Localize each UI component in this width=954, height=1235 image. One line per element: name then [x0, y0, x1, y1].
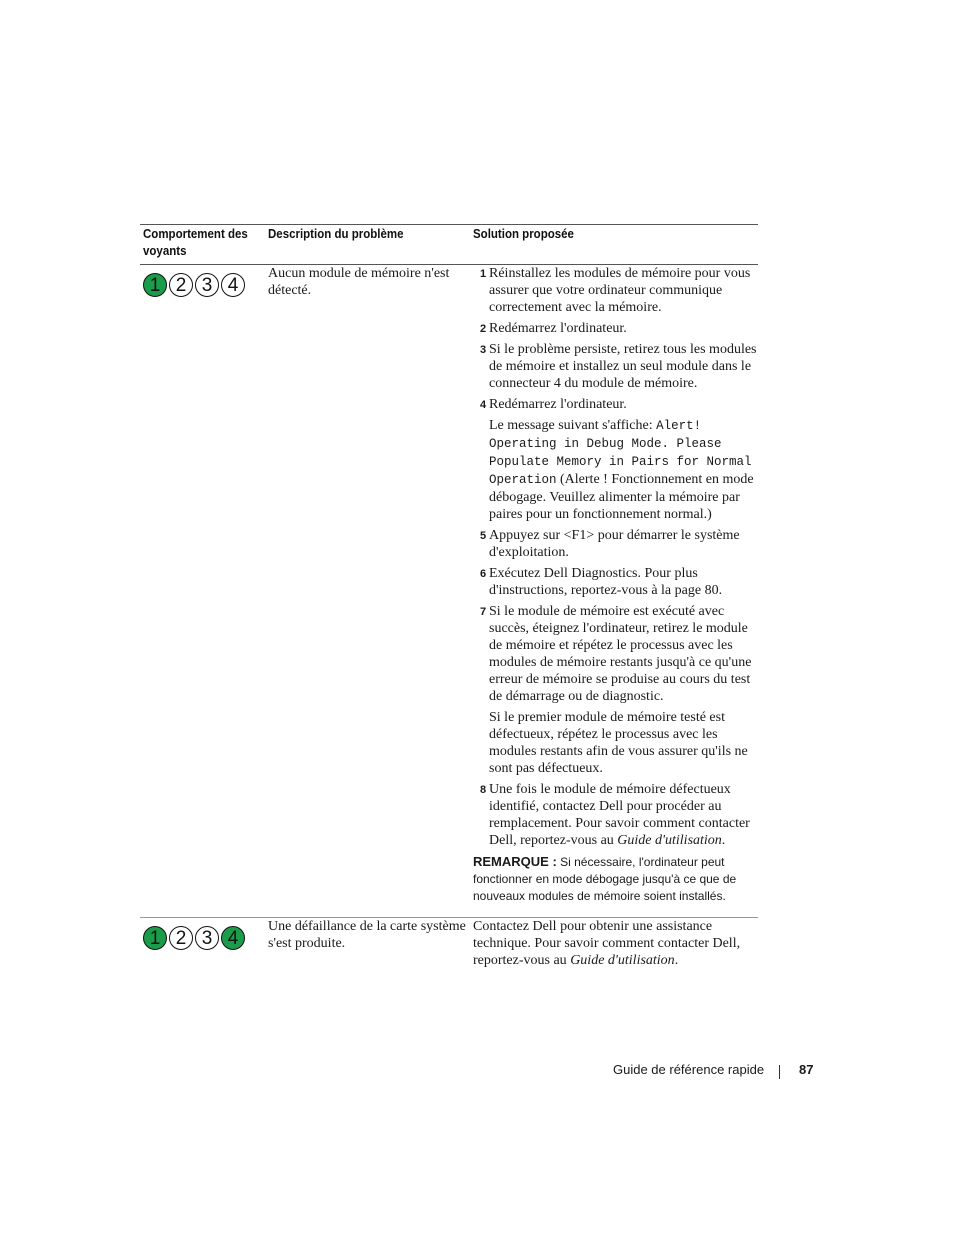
step-number: 5	[480, 530, 487, 542]
step-number: 8	[480, 784, 487, 796]
solution-body: Contactez Dell pour obtenir une assistance technique. Pour savoir comment contacter Dell, reportez-vous au	[473, 919, 741, 968]
step-number: 2	[480, 323, 487, 335]
header-led-behavior: Comportement des voyants	[143, 227, 248, 258]
table-row	[140, 918, 758, 988]
step-text: Si le problème persiste, retirez tous les modules de mémoire et installez un seul module dans le connecteur 4 du module de mémoire.	[489, 342, 757, 391]
table-row	[140, 265, 758, 918]
solution-step	[473, 265, 758, 316]
header-proposed-solution: Solution proposée	[473, 227, 574, 241]
solution-tail: .	[674, 953, 679, 968]
step-text: Réinstallez les modules de mémoire pour vous assurer que votre ordinateur communique correctement avec la mémoire.	[489, 266, 751, 315]
guide-reference: Guide d'utilisation	[570, 953, 675, 968]
step-text: Appuyez sur <F1> pour démarrer le système d'exploitation.	[489, 528, 740, 560]
led-4-icon: 4	[221, 926, 245, 950]
step-number: 7	[480, 606, 487, 618]
solution-step	[473, 781, 758, 849]
solution-text	[473, 918, 758, 969]
step-text: Redémarrez l'ordinateur.	[489, 397, 627, 412]
message-code: Alert! Operating in Debug Mode. Please Populate Memory in Pairs for Normal Operation	[489, 419, 752, 487]
note-label: REMARQUE :	[473, 854, 557, 869]
step-number: 3	[480, 344, 487, 356]
solution-step	[473, 320, 758, 337]
step-tail: .	[721, 833, 726, 848]
footer-title: Guide de référence rapide	[613, 1062, 765, 1077]
step-number: 6	[480, 568, 487, 580]
step-text: Une fois le module de mémoire défectueux identifié, contactez Dell pour procéder au remplacement. Pour savoir comment contacter Dell, reportez-vous au	[489, 782, 750, 848]
message-translation: (Alerte ! Fonctionnement en mode débogage. Veuillez alimenter la mémoire par paires pour un fonctionnement normal.)	[489, 472, 754, 522]
solution-step	[473, 396, 758, 413]
solution-step	[473, 341, 758, 392]
solution-steps	[473, 265, 758, 905]
led-2-icon: 2	[169, 273, 193, 297]
step-text: Si le module de mémoire est exécuté avec succès, éteignez l'ordinateur, retirez le module de mémoire et répétez le processus avec les modules de mémoire restants jusqu'à ce qu'une erreur de mémoire se produise au cours du test de démarrage ou de diagnostic.	[489, 604, 752, 704]
guide-reference: Guide d'utilisation	[617, 833, 722, 848]
led-3-icon: 3	[195, 926, 219, 950]
step-7-followup: Si le premier module de mémoire testé est défectueux, répétez le processus avec les modules restants afin de vous assurer qu'ils ne sont pas défectueux.	[489, 710, 748, 776]
page-footer	[613, 1062, 814, 1077]
header-problem-description: Description du problème	[268, 227, 404, 241]
led-3-icon: 3	[195, 273, 219, 297]
led-1-icon: 1	[143, 926, 167, 950]
solution-step	[473, 565, 758, 599]
step-text: Redémarrez l'ordinateur.	[489, 321, 627, 336]
note	[473, 853, 758, 905]
debug-message	[473, 417, 758, 523]
footer-divider	[779, 1065, 780, 1079]
problem-description: Une défaillance de la carte système s'est produite.	[268, 919, 466, 951]
led-2-icon: 2	[169, 926, 193, 950]
page-number: 87	[799, 1062, 814, 1077]
solution-step	[473, 603, 758, 705]
note-text: Si nécessaire, l'ordinateur peut fonctionner en mode débogage jusqu'à ce que de nouveaux modules de mémoire soient installés.	[473, 855, 737, 903]
led-pattern	[143, 273, 245, 297]
table-header	[140, 224, 758, 265]
step-number: 4	[480, 399, 487, 411]
step-number: 1	[480, 268, 487, 280]
step-text: Exécutez Dell Diagnostics. Pour plus d'instructions, reportez-vous à la page 80.	[489, 566, 723, 598]
message-intro: Le message suivant s'affiche:	[489, 418, 657, 433]
led-4-icon: 4	[221, 273, 245, 297]
led-pattern	[143, 926, 245, 950]
led-1-icon: 1	[143, 273, 167, 297]
solution-step	[473, 527, 758, 561]
diagnostic-table	[140, 224, 758, 988]
problem-description: Aucun module de mémoire n'est détecté.	[268, 266, 450, 298]
